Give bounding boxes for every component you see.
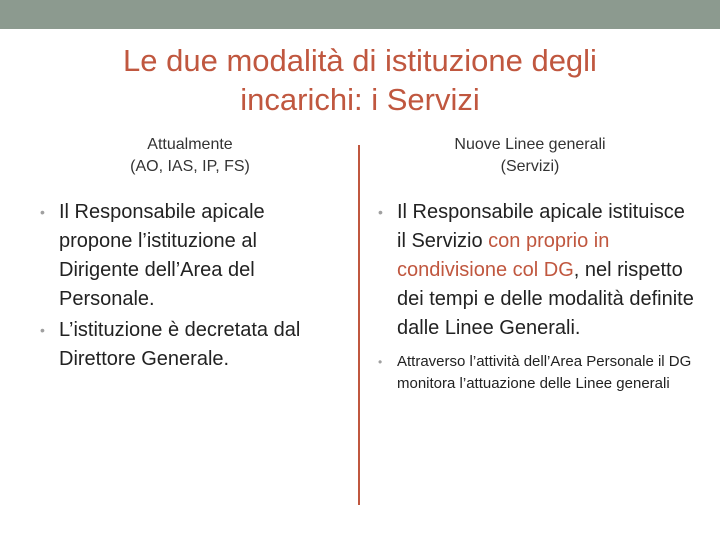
bullet-text: Il Responsabile apicale propone l’istituzione al Dirigente dell’Area del Personale. <box>59 201 265 310</box>
left-header-line2: (AO, IAS, IP, FS) <box>130 158 250 175</box>
bullet-icon: • <box>378 355 383 369</box>
top-band <box>0 0 720 29</box>
right-header-line1: Nuove Linee generali <box>454 136 606 153</box>
list-item <box>378 351 698 395</box>
bullet-text: Attraverso l’attività dell’Area Personale il DG monitora l’attuazione delle Linee generali <box>397 353 692 392</box>
left-column-header <box>60 134 320 178</box>
bullet-text: L’istituzione è decretata dal Direttore Generale. <box>59 319 301 370</box>
bullet-text-part2: , nel rispetto dei tempi e delle modalità definite dalle Linee Generali. <box>397 259 694 339</box>
left-bullet-list <box>40 198 340 376</box>
list-item <box>40 198 340 314</box>
right-header-line2: (Servizi) <box>500 158 560 175</box>
bullet-text-part1: Il Responsabile apicale istituisce il Servizio <box>397 201 685 252</box>
list-item <box>378 198 698 343</box>
bullet-icon: • <box>40 204 45 220</box>
left-header-line1: Attualmente <box>147 136 233 153</box>
right-column-header <box>395 134 665 178</box>
list-item <box>40 316 340 374</box>
slide-title: Le due modalità di istituzione degli incarichi: i Servizi <box>123 43 597 117</box>
bullet-icon: • <box>40 322 45 338</box>
right-bullet-list <box>378 198 698 395</box>
column-divider <box>358 145 360 505</box>
bullet-text-accent: con proprio in condivisione col DG <box>397 230 610 281</box>
bullet-icon: • <box>378 204 383 220</box>
